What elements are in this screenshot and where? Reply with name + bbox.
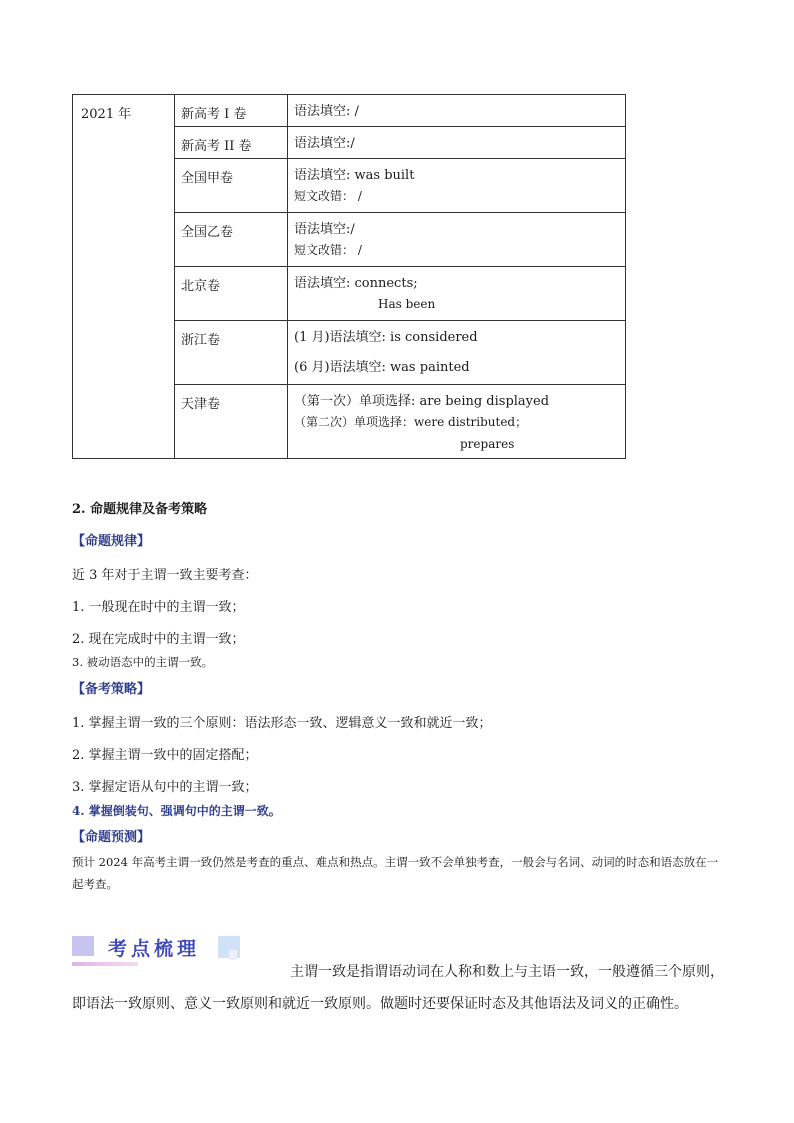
content-cell [288,321,626,385]
content-cell [288,127,626,159]
content-cell [288,95,626,127]
rule-item: 2. 现在完成时中的主谓一致； [72,632,245,647]
content-line: prepares [460,437,515,451]
content-line: 语法填空: connects; [294,276,418,291]
content-line: 语法填空:/ [294,136,355,151]
content-line: 语法填空:/ [294,222,355,237]
content-line: 短文改错： / [294,243,362,257]
rule-item: 3. 被动语态中的主谓一致。 [72,655,214,669]
region-cell: 新高考 II 卷 [175,127,288,159]
strategy-item-highlight: 4. 掌握倒装句、强调句中的主谓一致。 [72,804,281,818]
content-cell [288,385,626,459]
content-line: 语法填空: / [294,104,359,119]
content-line: 短文改错： / [294,189,362,203]
content-line: （第一次）单项选择: are being displayed [294,394,550,409]
region-cell: 全国乙卷 [175,213,288,267]
rule-intro: 近 3 年对于主谓一致主要考查： [72,568,258,583]
content-cell [288,213,626,267]
banner-decoration [72,936,94,956]
region-cell: 全国甲卷 [175,159,288,213]
region-cell: 北京卷 [175,267,288,321]
summary-line: 即语法一致原则、意义一致原则和就近一致原则。做题时还要保证时态及其他语法及词义的正确性。 [72,996,688,1012]
content-cell [288,159,626,213]
strategy-item: 3. 掌握定语从句中的主谓一致； [72,780,258,795]
region-cell: 浙江卷 [175,321,288,385]
content-line: (6 月)语法填空: was painted [294,360,470,375]
content-line: Has been [378,297,436,311]
rule-item: 1. 一般现在时中的主谓一致； [72,600,245,615]
forecast-label: 【命题预测】 [72,830,151,845]
rule-label: 【命题规律】 [72,534,151,549]
content-line: (1 月)语法填空: is considered [294,330,478,345]
exam-table [72,94,626,459]
summary-line: 主谓一致是指谓语动词在人称和数上与主语一致，一般遵循三个原则， [290,964,724,980]
strategy-label: 【备考策略】 [72,682,151,697]
content-line: 语法填空: was built [294,168,415,183]
year-cell: 2021 年 [73,95,175,459]
banner-title: 考点梳理 [108,938,201,960]
forecast-text: 预计 2024 年高考主谓一致仍然是考查的重点、难点和热点。主谓一致不会单独考查，一般会与名词、动词的时态和语态放在一起考查。 [72,855,719,891]
strategy-item: 2. 掌握主谓一致中的固定搭配； [72,748,258,763]
content-cell [288,267,626,321]
strategy-item: 1. 掌握主谓一致的三个原则：语法形态一致、逻辑意义一致和就近一致； [72,716,492,731]
region-cell: 新高考 I 卷 [175,95,288,127]
content-line: （第二次）单项选择：were distributed； [294,415,528,429]
summary-paragraph [72,956,732,1020]
section-heading: 2. 命题规律及备考策略 [72,502,208,517]
region-cell: 天津卷 [175,385,288,459]
